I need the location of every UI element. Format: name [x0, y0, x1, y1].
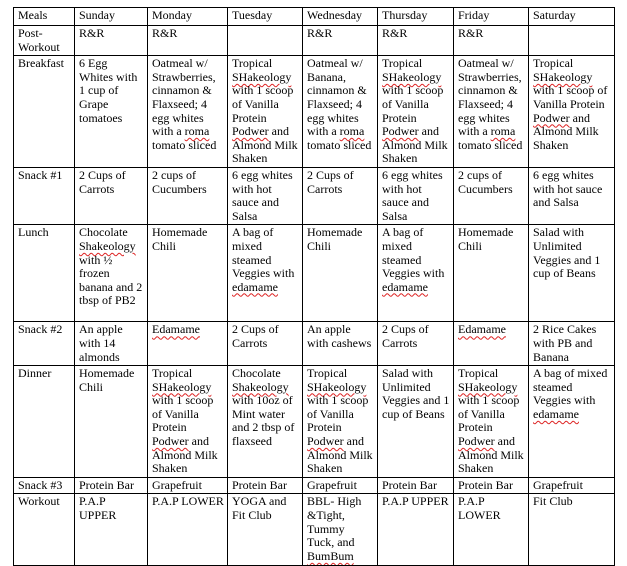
spellcheck-word: roma — [339, 124, 365, 139]
meal-cell: A bag of mixed steamed Veggies with edamame — [378, 225, 454, 322]
meal-label-cell: Snack #2 — [14, 322, 75, 366]
meal-cell: 2 Rice Cakes with PB and Banana — [529, 322, 615, 366]
header-day-cell: Thursday — [378, 8, 454, 26]
meal-cell: YOGA and Fit Club — [228, 494, 303, 566]
meal-cell: R&R — [454, 26, 529, 56]
meal-cell — [529, 26, 615, 56]
meal-cell: Tropical SHakeology with 1 scoop of Vanilla Protein Podwer and Almond Milk Shaken — [228, 56, 303, 168]
spellcheck-word: roma — [490, 124, 516, 139]
meal-cell: R&R — [75, 26, 148, 56]
spellcheck-word: Podwer — [382, 124, 419, 139]
meal-cell: Chocolate Shakeology with ½ frozen banana and 2 tbsp of PB2 — [75, 225, 148, 322]
spellcheck-word: SHakeology — [232, 69, 292, 84]
meal-cell: Chocolate Shakeology with 10oz of Mint water and 2 tbsp of flaxseed — [228, 366, 303, 478]
spellcheck-word: BumBum — [307, 548, 354, 563]
meal-label-cell: Post-Workout — [14, 26, 75, 56]
meal-cell: An apple with 14 almonds — [75, 322, 148, 366]
header-day-cell: Wednesday — [303, 8, 378, 26]
header-day-cell: Monday — [148, 8, 228, 26]
meal-row — [14, 225, 615, 322]
header-day-cell: Saturday — [529, 8, 615, 26]
meal-cell: 2 Cups of Carrots — [303, 167, 378, 224]
meal-label-cell: Snack #1 — [14, 167, 75, 224]
spellcheck-word: Edamame — [152, 322, 200, 337]
spellcheck-word: edamame — [533, 406, 579, 421]
header-row — [14, 8, 615, 26]
meal-cell: Protein Bar — [75, 477, 148, 494]
meal-row — [14, 322, 615, 366]
meal-cell: R&R — [303, 26, 378, 56]
meal-cell: A bag of mixed steamed Veggies with edamame — [228, 225, 303, 322]
meal-cell: Oatmeal w/ Strawberries, cinnamon & Flaxseed; 4 egg whites with a roma tomato sliced — [454, 56, 529, 168]
meal-cell: BBL- High &Tight, Tummy Tuck, and BumBum — [303, 494, 378, 566]
meal-cell: Protein Bar — [228, 477, 303, 494]
meal-cell: P.A.P UPPER — [75, 494, 148, 566]
meal-cell: Oatmeal w/ Strawberries, cinnamon & Flaxseed; 4 egg whites with a roma tomato sliced — [148, 56, 228, 168]
spellcheck-word: SHakeology — [382, 69, 442, 84]
spellcheck-word: Edamame — [458, 322, 506, 337]
meal-cell — [228, 26, 303, 56]
spellcheck-word: Podwer — [458, 434, 495, 449]
meal-cell: Tropical SHakeology with 1 scoop of Vanilla Protein Podwer and Almond Milk Shaken — [148, 366, 228, 478]
meal-label-cell: Workout — [14, 494, 75, 566]
spellcheck-word: SHakeology — [152, 379, 212, 394]
meal-cell: Tropical SHakeology with 1 scoop of Vanilla Protein Podwer and Almond Milk Shaken — [303, 366, 378, 478]
meal-cell: 6 egg whites with hot sauce and Salsa — [378, 167, 454, 224]
meal-cell: 6 egg whites with hot sauce and Salsa — [529, 167, 615, 224]
meal-cell: 2 cups of Cucumbers — [148, 167, 228, 224]
spellcheck-word: SHakeology — [307, 379, 367, 394]
meal-plan-table — [13, 7, 615, 566]
meal-cell: 6 egg whites with hot sauce and Salsa — [228, 167, 303, 224]
meal-row — [14, 26, 615, 56]
header-day-cell: Friday — [454, 8, 529, 26]
meal-cell: Grapefruit — [148, 477, 228, 494]
meal-row — [14, 477, 615, 494]
meal-row — [14, 167, 615, 224]
meal-cell: P.A.P LOWER — [454, 494, 529, 566]
meal-cell: P.A.P LOWER — [148, 494, 228, 566]
meal-cell: P.A.P UPPER — [378, 494, 454, 566]
spellcheck-word: Shakeology — [232, 379, 289, 394]
meal-cell: R&R — [148, 26, 228, 56]
meal-cell: R&R — [378, 26, 454, 56]
meal-row — [14, 494, 615, 566]
header-day-cell: Tuesday — [228, 8, 303, 26]
meal-plan-sheet — [13, 7, 615, 566]
spellcheck-word: Podwer — [232, 124, 269, 139]
meal-plan-body — [14, 26, 615, 566]
spellcheck-word: Podwer — [307, 434, 344, 449]
spellcheck-word: roma — [184, 124, 210, 139]
spellcheck-word: Podwer — [152, 434, 189, 449]
meal-cell: Tropical SHakeology with 1 scoop of Vanilla Protein Podwer and Almond Milk Shaken — [529, 56, 615, 168]
meal-cell: Salad with Unlimited Veggies and 1 cup of Beans — [378, 366, 454, 478]
meal-label-cell: Snack #3 — [14, 477, 75, 494]
header-corner-cell: Meals — [14, 8, 75, 26]
spellcheck-word: SHakeology — [458, 379, 518, 394]
meal-cell: Salad with Unlimited Veggies and 1 cup of Beans — [529, 225, 615, 322]
meal-cell: An apple with cashews — [303, 322, 378, 366]
meal-cell: Homemade Chili — [303, 225, 378, 322]
meal-cell: 6 Egg Whites with 1 cup of Grape tomatoes — [75, 56, 148, 168]
meal-row — [14, 366, 615, 478]
meal-cell: Grapefruit — [529, 477, 615, 494]
meal-cell: 2 Cups of Carrots — [228, 322, 303, 366]
meal-label-cell: Breakfast — [14, 56, 75, 168]
meal-row — [14, 56, 615, 168]
meal-cell: Fit Club — [529, 494, 615, 566]
meal-cell: A bag of mixed steamed Veggies with edamame — [529, 366, 615, 478]
meal-cell: Protein Bar — [454, 477, 529, 494]
meal-cell — [148, 322, 228, 366]
spellcheck-word: edamame — [232, 279, 278, 294]
meal-cell: Oatmeal w/ Banana, cinnamon & Flaxseed; 4 egg whites with a roma tomato sliced — [303, 56, 378, 168]
meal-cell — [454, 322, 529, 366]
meal-cell: Protein Bar — [378, 477, 454, 494]
meal-cell: Homemade Chili — [148, 225, 228, 322]
meal-cell: 2 Cups of Carrots — [75, 167, 148, 224]
meal-cell: Tropical SHakeology with 1 scoop of Vanilla Protein Podwer and Almond Milk Shaken — [378, 56, 454, 168]
meal-cell: 2 Cups of Carrots — [378, 322, 454, 366]
meal-cell: Tropical SHakeology with 1 scoop of Vanilla Protein Podwer and Almond Milk Shaken — [454, 366, 529, 478]
header-day-cell: Sunday — [75, 8, 148, 26]
spellcheck-word: SHakeology — [533, 69, 593, 84]
meal-label-cell: Dinner — [14, 366, 75, 478]
meal-cell: Homemade Chili — [75, 366, 148, 478]
spellcheck-word: Podwer — [533, 110, 570, 125]
meal-cell: Homemade Chili — [454, 225, 529, 322]
meal-cell: Grapefruit — [303, 477, 378, 494]
spellcheck-word: edamame — [382, 279, 428, 294]
spellcheck-word: Shakeology — [79, 238, 136, 253]
meal-cell: 2 cups of Cucumbers — [454, 167, 529, 224]
meal-label-cell: Lunch — [14, 225, 75, 322]
